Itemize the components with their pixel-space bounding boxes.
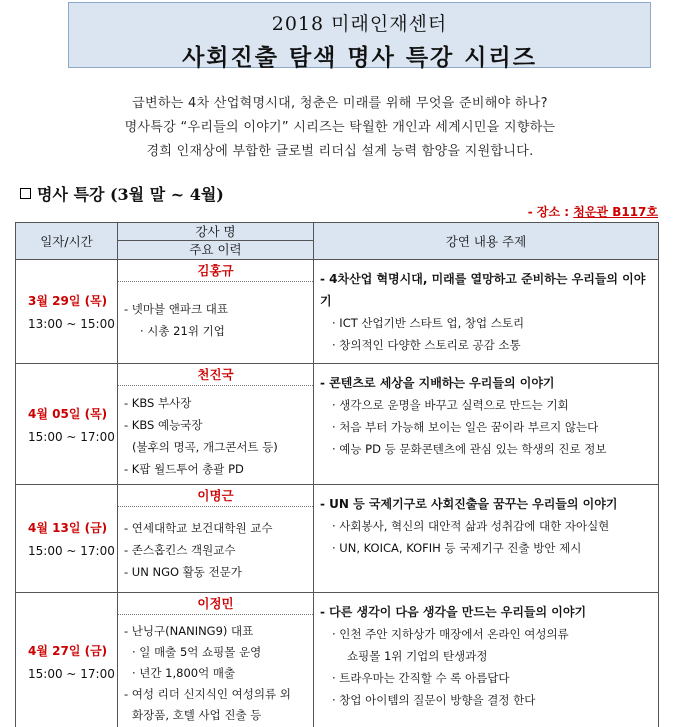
career-list xyxy=(118,282,313,346)
career-item: - 넷마블 앤파크 대표 xyxy=(124,302,228,316)
header-topic: 강연 내용 주제 xyxy=(314,223,659,260)
intro-text xyxy=(40,92,640,164)
topic-item: · 생각으로 운명을 바꾸고 실력으로 만드는 기회 xyxy=(332,398,569,412)
lecture-time: 15:00 ~ 17:00 xyxy=(28,544,115,558)
topic-cell xyxy=(314,260,659,364)
career-item: · 년간 1,800억 매출 xyxy=(132,666,236,680)
topic-item: 쇼핑몰 1위 기업의 탄생과정 xyxy=(347,649,488,663)
career-item: - 연세대학교 보건대학원 교수 xyxy=(124,521,273,535)
section-title: 명사 특강 (3월 말 ~ 4월) xyxy=(37,185,224,204)
career-item: - UN NGO 활동 전문가 xyxy=(124,565,242,579)
lecture-date: 3월 29일 (목) xyxy=(28,294,108,308)
topic-item: · 창의적인 다양한 스토리로 공감 소통 xyxy=(332,338,521,352)
table-row xyxy=(16,260,659,364)
career-list xyxy=(118,386,313,484)
topic-title: - UN 등 국제기구로 사회진출을 꿈꾸는 우리들의 이야기 xyxy=(320,497,618,511)
topic-cell xyxy=(314,364,659,485)
topic-title: - 콘텐츠로 세상을 지배하는 우리들의 이야기 xyxy=(320,376,555,390)
topic-item: · UN, KOICA, KOFIH 등 국제기구 진출 방안 제시 xyxy=(332,541,582,555)
section-heading xyxy=(20,182,224,205)
speaker-name: 김홍규 xyxy=(118,260,313,282)
career-item: - 존스홉킨스 객원교수 xyxy=(124,543,236,557)
lecture-date: 4월 27일 (금) xyxy=(28,644,108,658)
series-title: 사회진출 탐색 명사 특강 시리즈 xyxy=(182,45,537,71)
career-list xyxy=(118,615,313,727)
lecture-date: 4월 13일 (금) xyxy=(28,521,108,535)
career-item: · 일 매출 5억 쇼핑몰 운영 xyxy=(132,645,262,659)
header-date-time: 일자/시간 xyxy=(16,223,118,260)
topic-cell xyxy=(314,485,659,593)
career-item: - 난닝구(NANING9) 대표 xyxy=(124,624,254,638)
center-title: 2018 미래인재센터 xyxy=(271,13,448,35)
lecture-time: 15:00 ~ 17:00 xyxy=(28,429,115,444)
speaker-name: 이정민 xyxy=(118,593,313,615)
topic-item: · 창업 아이템의 질문이 방향을 결정 한다 xyxy=(332,693,536,707)
lecture-date: 4월 05일 (목) xyxy=(28,406,108,421)
lecture-time: 15:00 ~ 17:00 xyxy=(28,667,115,681)
header-speaker-career: 주요 이력 xyxy=(189,242,242,257)
intro-line: 명사특강 “우리들의 이야기” 시리즈는 탁월한 개인과 세계시민을 지향하는 xyxy=(124,120,556,135)
venue-info xyxy=(528,203,658,220)
topic-title: - 4차산업 혁명시대, 미래를 열망하고 준비하는 우리들의 이야기 xyxy=(320,272,646,308)
career-item: - K팝 월드투어 총괄 PD xyxy=(124,462,244,476)
speaker-cell xyxy=(118,364,314,485)
topic-cell xyxy=(314,593,659,727)
checkbox-square-icon xyxy=(20,188,31,199)
lecture-time: 13:00 ~ 15:00 xyxy=(28,317,115,331)
speaker-name: 이명근 xyxy=(118,485,313,507)
venue-name: 청운관 B117호 xyxy=(573,205,658,219)
speaker-cell xyxy=(118,260,314,364)
speaker-cell xyxy=(118,485,314,593)
date-cell xyxy=(16,485,118,593)
intro-line: 경희 인재상에 부합한 글로벌 리더십 설계 능력 함양을 지원합니다. xyxy=(146,144,534,159)
lecture-schedule-table xyxy=(15,222,659,727)
career-item: - 여성 리더 신지식인 여성의류 외 xyxy=(124,687,291,701)
table-header-row xyxy=(16,223,659,260)
career-item: (불후의 명곡, 개그콘서트 등) xyxy=(132,440,278,454)
career-item: · 시총 21위 기업 xyxy=(140,324,225,338)
date-cell xyxy=(16,364,118,485)
date-cell xyxy=(16,593,118,727)
topic-item: · 사회봉사, 혁신의 대안적 삶과 성취감에 대한 자아실현 xyxy=(332,519,610,533)
topic-item: · 처음 부터 가능해 보이는 일은 꿈이라 부르지 않는다 xyxy=(332,420,599,434)
date-cell xyxy=(16,260,118,364)
table-row xyxy=(16,485,659,593)
table-row xyxy=(16,364,659,485)
topic-item: · 트라우마는 간직할 수 록 아름답다 xyxy=(332,671,510,685)
table-row xyxy=(16,593,659,727)
header-speaker-name: 강사 명 xyxy=(118,223,313,241)
title-banner xyxy=(68,2,651,71)
career-list xyxy=(118,507,313,587)
topic-item: · 예능 PD 등 문화콘텐츠에 관심 있는 학생의 진로 정보 xyxy=(332,442,607,456)
career-item: - KBS 부사장 xyxy=(124,396,192,410)
intro-line: 급변하는 4차 산업혁명시대, 청춘은 미래를 위해 무엇을 준비해야 하나? xyxy=(132,96,548,111)
speaker-name: 천진국 xyxy=(118,364,313,386)
venue-prefix: - 장소 : xyxy=(527,205,574,219)
career-item: - KBS 예능국장 xyxy=(124,418,203,432)
topic-item: · 인천 주안 지하상가 매장에서 온라인 여성의류 xyxy=(332,627,569,641)
topic-item: · ICT 산업기반 스타트 업, 창업 스토리 xyxy=(332,316,525,330)
topic-title: - 다른 생각이 다음 생각을 만드는 우리들의 이야기 xyxy=(320,605,587,619)
career-item: 화장품, 호텔 사업 진출 등 xyxy=(132,708,262,722)
speaker-cell xyxy=(118,593,314,727)
header-speaker xyxy=(118,223,314,260)
